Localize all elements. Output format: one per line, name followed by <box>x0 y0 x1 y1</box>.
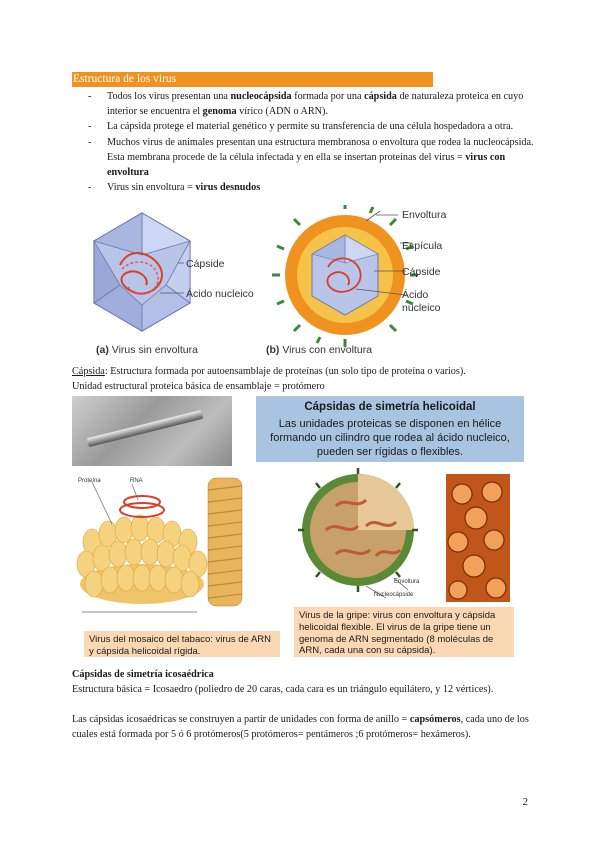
capsid-definition: Cápsida: Estructura formada por autoensamblaje de proteínas (un solo tipo de proteína o varios). <box>72 366 466 377</box>
bullet-item: - Todos los virus presentan una nucleocápsida formada por una cápsida de naturaleza proteica en cuyo interior se encuentra el genoma vírico (ADN o ARN). <box>88 89 538 119</box>
label-spike: Espícula <box>402 240 443 252</box>
tmv-model-illustration <box>72 472 282 630</box>
naked-virus-illustration <box>94 213 190 331</box>
icosahedral-title: Cápsidas de simetría icosaédrica <box>72 669 214 680</box>
caption-naked-virus: (a) Virus sin envoltura <box>96 344 198 356</box>
tmv-label-protein: Proteína <box>78 478 101 484</box>
enveloped-virus-illustration <box>272 205 418 347</box>
caption-enveloped-virus: (b) Virus con envoltura <box>266 344 373 356</box>
flu-label-envelope: Envoltura <box>394 579 420 585</box>
flu-caption: Virus de la gripe: virus con envoltura y cápsida helicoidal flexible. El virus de la gripe tiene un genoma de ARN segmentado (8 moléculas de ARN, cada una con su cápsida). <box>294 607 514 657</box>
helical-info-box <box>256 396 524 462</box>
tmv-label-rna: RNA <box>130 478 143 484</box>
tmv-caption: Virus del mosaico del tabaco: virus de ARN y cápsida helicoidal rígida. <box>84 631 280 657</box>
bullet-item: - La cápsida protege el material genético y permite su transferencia de una célula hospedadora a otra. <box>88 119 538 134</box>
bullet-item: - Virus sin envoltura = virus desnudos <box>88 180 538 195</box>
icosahedral-line1: Estructura básica = Icosaedro (poliedro de 20 caras, cada cara es un triángulo equilátero, y 12 vértices). <box>72 684 494 695</box>
section-title: Estructura de los virus <box>72 72 433 87</box>
label-capsid-a: Cápside <box>186 258 225 270</box>
influenza-illustration <box>296 466 516 606</box>
tmv-micrograph <box>72 396 232 466</box>
virus-structure-figure <box>80 205 530 365</box>
label-nucleic-acid-a: Ácido nucleico <box>186 288 254 300</box>
helical-title: Cápsidas de simetría helicoidal <box>304 401 476 413</box>
label-nucleic-acid-b-2: nucleico <box>402 302 441 314</box>
label-nucleic-acid-b: Ácido <box>402 289 429 301</box>
icosahedral-line2: Las cápsidas icosaédricas se construyen a partir de unidades con forma de anillo = capsómeros, cada uno de los cuales está formada por 5 ó 6 protómeros(5 protómeros= pentámeros ;6 protómeros= hexámeros). <box>72 714 529 741</box>
unit-definition: Unidad estructural proteica básica de ensamblaje = protómero <box>72 381 325 392</box>
helical-body: Las unidades proteicas se disponen en hélice formando un cilindro que rodea al ácido nucleico, pueden ser rígidas o flexibles. <box>270 418 510 458</box>
page-number: 2 <box>522 796 528 808</box>
flu-label-nucleocapsid: Nucleocápside <box>374 592 414 598</box>
label-envelope: Envoltura <box>402 209 447 221</box>
bullet-item: - Muchos virus de animales presentan una estructura membranosa o envoltura que rodea la nucleocápsida. Esta membrana procede de la célula infectada y en ella se insertan proteínas del virus = virus con envoltura <box>88 135 538 181</box>
bullet-list <box>88 89 538 195</box>
label-capsid-b: Cápside <box>402 266 441 278</box>
